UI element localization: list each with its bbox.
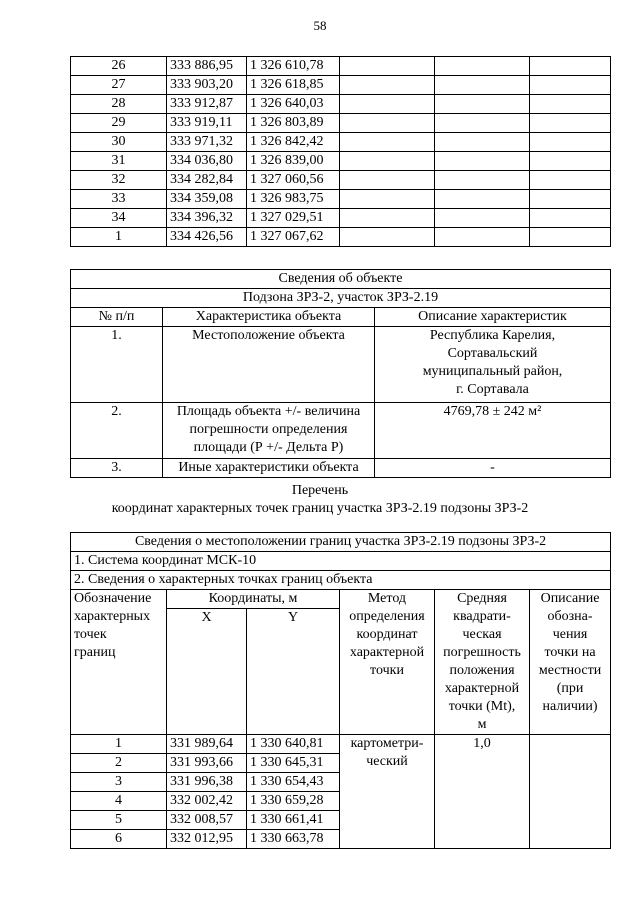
coord-y: 1 327 029,51: [247, 209, 340, 228]
coord-x: 334 282,84: [167, 171, 247, 190]
empty-cell: [340, 152, 435, 171]
coord-x: 332 012,95: [167, 830, 247, 849]
empty-cell: [340, 114, 435, 133]
empty-cell: [530, 228, 611, 247]
empty-cell: [340, 171, 435, 190]
coord-y: 1 326 839,00: [247, 152, 340, 171]
point-number: 29: [71, 114, 167, 133]
error-value: 1,0: [435, 735, 530, 849]
point-number: 3: [71, 773, 167, 792]
empty-cell: [340, 95, 435, 114]
coord-x: 334 036,80: [167, 152, 247, 171]
empty-cell: [530, 209, 611, 228]
empty-cell: [340, 57, 435, 76]
object-table-title: Сведения об объекте: [71, 270, 611, 289]
method-value: картометри- ческий: [340, 735, 435, 849]
col-y: Y: [247, 609, 340, 735]
table-row: [71, 133, 611, 152]
point-number: 30: [71, 133, 167, 152]
col-error: Средняя квадрати- ческая погрешность положения характерной точки (Mt), м: [435, 590, 530, 735]
coord-x: 332 002,42: [167, 792, 247, 811]
header-description: Описание характеристик: [375, 308, 611, 327]
location-table: [70, 532, 611, 849]
point-number: 5: [71, 811, 167, 830]
col-x: X: [167, 609, 247, 735]
coord-x: 331 993,66: [167, 754, 247, 773]
empty-cell: [530, 190, 611, 209]
row-characteristic: Площадь объекта +/- величина погрешности определения площади (Р +/- Дельта Р): [163, 403, 375, 459]
empty-cell: [530, 114, 611, 133]
point-number: 31: [71, 152, 167, 171]
page-number: 58: [313, 18, 327, 33]
point-number: 34: [71, 209, 167, 228]
empty-cell: [530, 76, 611, 95]
empty-cell: [435, 133, 530, 152]
description-value: [530, 735, 611, 849]
coord-y: 1 330 640,81: [247, 735, 340, 754]
location-table-title: Сведения о местоположении границ участка ЗРЗ-2.19 подзоны ЗРЗ-2: [71, 533, 611, 552]
empty-cell: [340, 76, 435, 95]
point-number: 6: [71, 830, 167, 849]
coord-x: 334 396,32: [167, 209, 247, 228]
empty-cell: [340, 133, 435, 152]
empty-cell: [530, 95, 611, 114]
object-table-subtitle: Подзона ЗРЗ-2, участок ЗРЗ-2.19: [71, 289, 611, 308]
table-row: [71, 209, 611, 228]
row-description: -: [375, 459, 611, 478]
col-coords: Координаты, м: [167, 590, 340, 609]
table-row: [71, 76, 611, 95]
coord-y: 1 326 983,75: [247, 190, 340, 209]
empty-cell: [340, 190, 435, 209]
point-number: 28: [71, 95, 167, 114]
point-number: 27: [71, 76, 167, 95]
point-number: 1: [71, 228, 167, 247]
row-description: Республика Карелия, Сортавальский муниципальный район, г. Сортавала: [375, 327, 611, 403]
empty-cell: [435, 95, 530, 114]
coord-x: 333 912,87: [167, 95, 247, 114]
list-heading-line1: Перечень: [291, 483, 349, 498]
empty-cell: [435, 209, 530, 228]
table-row: [71, 152, 611, 171]
empty-cell: [530, 171, 611, 190]
empty-cell: [340, 228, 435, 247]
coord-y: 1 330 663,78: [247, 830, 340, 849]
coord-y: 1 326 842,42: [247, 133, 340, 152]
point-number: 1: [71, 735, 167, 754]
coord-x: 333 886,95: [167, 57, 247, 76]
table-row: [71, 95, 611, 114]
coord-x: 333 919,11: [167, 114, 247, 133]
coord-x: 331 989,64: [167, 735, 247, 754]
coord-y: 1 330 645,31: [247, 754, 340, 773]
empty-cell: [435, 76, 530, 95]
coord-y: 1 330 654,43: [247, 773, 340, 792]
coord-y: 1 327 067,62: [247, 228, 340, 247]
row-characteristic: Местоположение объекта: [163, 327, 375, 403]
header-num: № п/п: [71, 308, 163, 327]
empty-cell: [435, 171, 530, 190]
coord-y: 1 327 060,56: [247, 171, 340, 190]
point-number: 32: [71, 171, 167, 190]
col-designation: Обозначение характерных точек границ: [71, 590, 167, 735]
col-method: Метод определения координат характерной точки: [340, 590, 435, 735]
coord-x: 334 426,56: [167, 228, 247, 247]
coord-x: 331 996,38: [167, 773, 247, 792]
empty-cell: [435, 57, 530, 76]
coord-y: 1 330 661,41: [247, 811, 340, 830]
points-caption: 2. Сведения о характерных точках границ объекта: [71, 571, 611, 590]
object-info-table: [70, 269, 611, 478]
col-description: Описание обозна- чения точки на местности (при наличии): [530, 590, 611, 735]
point-number: 4: [71, 792, 167, 811]
empty-cell: [530, 133, 611, 152]
table-row: [71, 190, 611, 209]
empty-cell: [435, 228, 530, 247]
coord-y: 1 326 618,85: [247, 76, 340, 95]
row-characteristic: Иные характеристики объекта: [163, 459, 375, 478]
point-number: 26: [71, 57, 167, 76]
point-number: 33: [71, 190, 167, 209]
point-number: 2: [71, 754, 167, 773]
row-num: 3.: [71, 459, 163, 478]
table-row: [71, 735, 611, 754]
table-row: [71, 114, 611, 133]
empty-cell: [340, 209, 435, 228]
table-row: [71, 228, 611, 247]
row-num: 1.: [71, 327, 163, 403]
header-characteristic: Характеристика объекта: [163, 308, 375, 327]
coordinate-system: 1. Система координат МСК-10: [71, 552, 611, 571]
empty-cell: [530, 152, 611, 171]
coord-y: 1 330 659,28: [247, 792, 340, 811]
table-row: [71, 171, 611, 190]
row-description: 4769,78 ± 242 м²: [375, 403, 611, 459]
coordinates-continuation-table: [70, 56, 611, 247]
empty-cell: [530, 57, 611, 76]
empty-cell: [435, 152, 530, 171]
empty-cell: [435, 190, 530, 209]
coord-x: 333 903,20: [167, 76, 247, 95]
table-row: [71, 57, 611, 76]
coord-x: 333 971,32: [167, 133, 247, 152]
coord-x: 332 008,57: [167, 811, 247, 830]
row-num: 2.: [71, 403, 163, 459]
coord-y: 1 326 610,78: [247, 57, 340, 76]
coord-y: 1 326 640,03: [247, 95, 340, 114]
list-heading-line2: координат характерных точек границ участка ЗРЗ-2.19 подзоны ЗРЗ-2: [111, 501, 529, 516]
coord-y: 1 326 803,89: [247, 114, 340, 133]
empty-cell: [435, 114, 530, 133]
coord-x: 334 359,08: [167, 190, 247, 209]
